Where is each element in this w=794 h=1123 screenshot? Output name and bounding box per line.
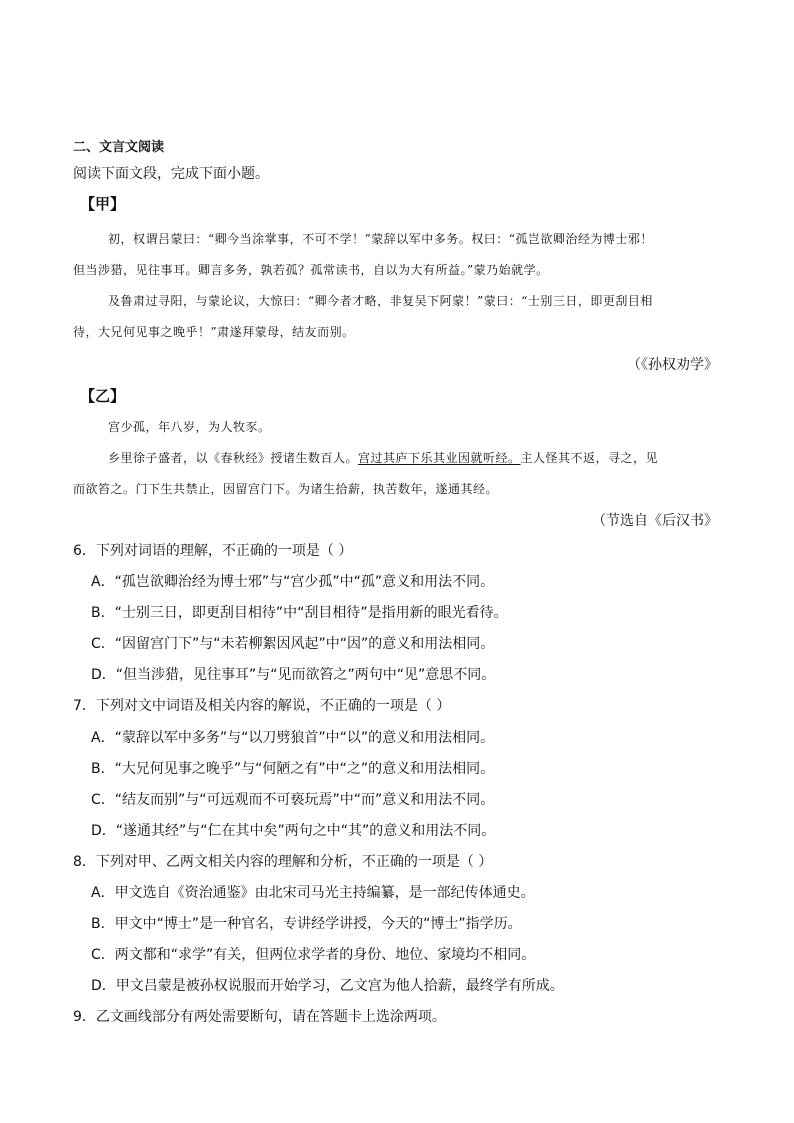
passage-jia-tag: 【甲】 xyxy=(80,195,126,213)
passage-yi-line: 宫少孤，年八岁，为人牧豕。 xyxy=(108,420,271,434)
section-title: 二、文言文阅读 xyxy=(73,140,165,155)
passage-jia-line: 及鲁肃过寻阳，与蒙论议，大惊曰：“卿今者才略，非复吴下阿蒙！”蒙曰：“士别三日，即更刮目相 xyxy=(108,294,653,308)
underlined-sentence: 宫过其庐下乐其业因就听经。 xyxy=(358,451,521,465)
passage-yi-source: （节选自《后汉书》 xyxy=(592,513,718,529)
passage-jia-source: （《孙权劝学》 xyxy=(627,357,718,373)
reading-instruction: 阅读下面文段，完成下面小题。 xyxy=(73,166,269,182)
question-option: B．甲文中“博士”是一种官名，专讲经学讲授，今天的“博士”指学历。 xyxy=(91,916,522,932)
passage-yi-line xyxy=(108,449,658,466)
question-option: D．“遂通其经”与“仁在其中矣”两句之中“其”的意义和用法不同。 xyxy=(91,823,496,839)
passage-yi-tag: 【乙】 xyxy=(80,387,126,405)
question-option: D．甲文吕蒙是被孙权说服而开始学习，乙文宫为他人拾薪，最终学有所成。 xyxy=(91,978,564,994)
question-option: C．“结友而别”与“可远观而不可亵玩焉”中“而”意义和用法不同。 xyxy=(91,792,495,808)
question-stem: 8．下列对甲、乙两文相关内容的理解和分析，不正确的一项是（ ） xyxy=(73,854,493,870)
question-option: A．甲文选自《资治通鉴》由北宋司马光主持编纂，是一部纪传体通史。 xyxy=(91,885,535,901)
question-option: B．“士别三日，即更刮目相待”中“刮目相待”是指用新的眼光看待。 xyxy=(91,605,508,621)
question-stem: 6．下列对词语的理解，不正确的一项是（ ） xyxy=(73,543,353,559)
question-option: C．“因留宫门下”与“未若柳絮因风起”中“因”的意义和用法相同。 xyxy=(91,636,495,652)
passage-jia-line: 初，权谓吕蒙曰：“卿今当涂掌事，不可不学！”蒙辞以军中多务。权曰：“孤岂欲卿治经为博士邪！ xyxy=(108,232,653,246)
question-stem: 9．乙文画线部分有两处需要断句，请在答题卡上选涂两项。 xyxy=(73,1009,446,1025)
passage-jia-line: 但当涉猎，见往事耳。卿言多务，孰若孤？孤常读书，自以为大有所益。”蒙乃始就学。 xyxy=(73,263,549,277)
question-option: A．“孤岂欲卿治经为博士邪”与“宫少孤”中“孤”意义和用法不同。 xyxy=(91,574,495,590)
question-option: B．“大兄何见事之晚乎”与“何陋之有”中“之”的意义和用法相同。 xyxy=(91,761,495,777)
question-option: D．“但当涉猎，见往事耳”与“见而欲笞之”两句中“见”意思不同。 xyxy=(91,667,496,683)
passage-yi-text: 乡里徐子盛者，以《春秋经》授诸生数百人。 xyxy=(108,451,359,465)
passage-jia-line: 待，大兄何见事之晚乎！”肃遂拜蒙母，结友而别。 xyxy=(73,325,355,339)
question-option: C．两文都和“求学”有关，但两位求学者的身份、地位、家境均不相同。 xyxy=(91,947,536,963)
passage-yi-text: 主人怪其不返，寻之，见 xyxy=(520,451,659,465)
question-option: A．“蒙辞以军中多务”与“以刀劈狼首”中“以”的意义和用法相同。 xyxy=(91,730,495,746)
passage-yi-line: 而欲笞之。门下生共禁止，因留宫门下。为诸生拾薪，执苦数年，遂通其经。 xyxy=(73,482,499,496)
question-stem: 7．下列对文中词语及相关内容的解说，不正确的一项是（ ） xyxy=(73,698,451,714)
